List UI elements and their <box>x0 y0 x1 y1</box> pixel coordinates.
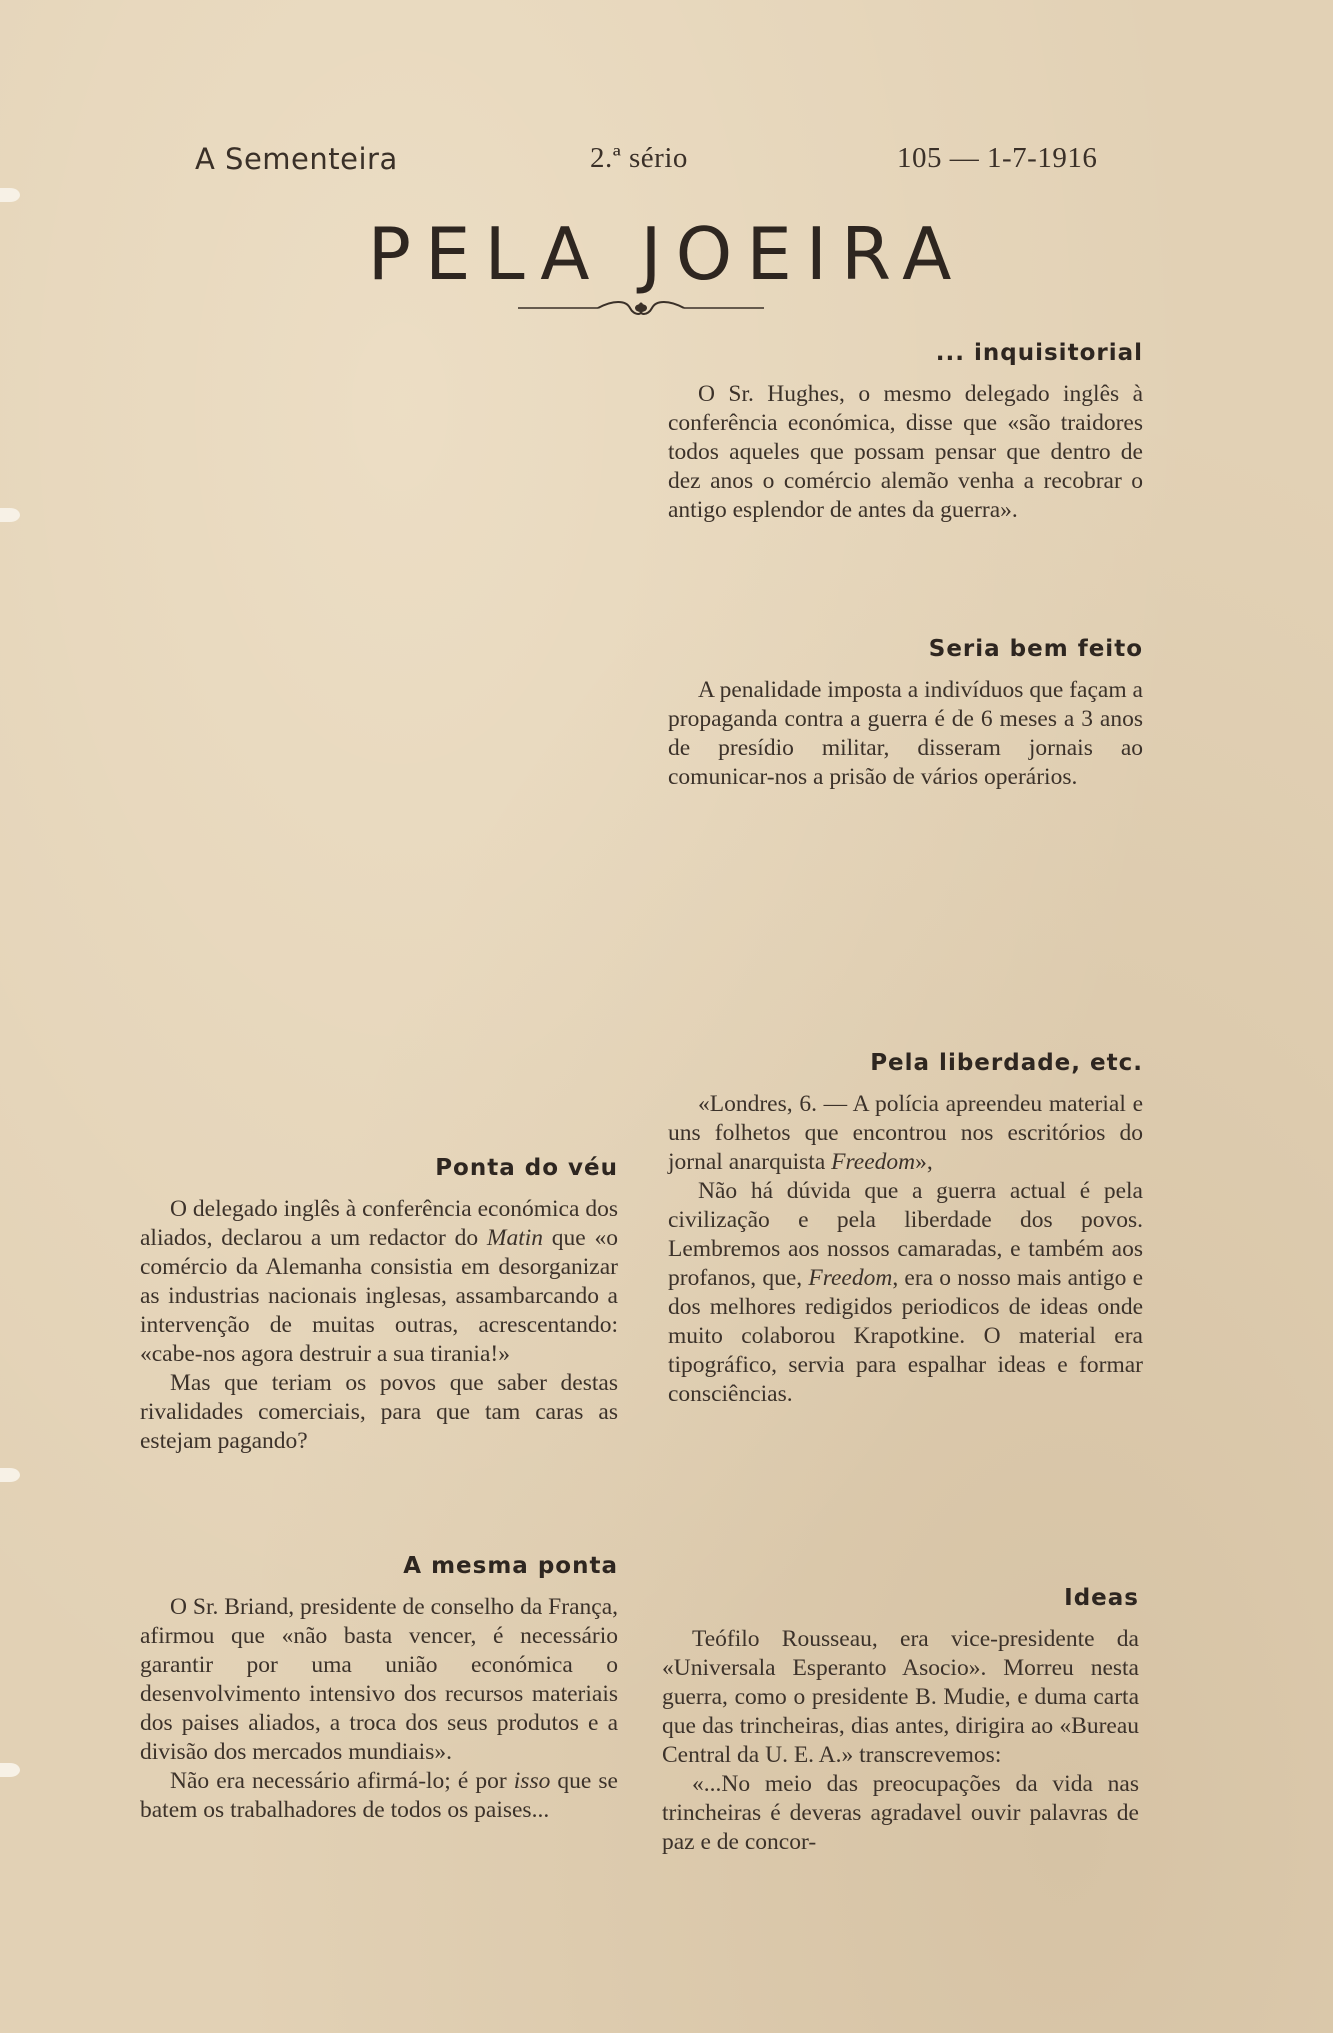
article-a-mesma-ponta <box>140 1553 618 1825</box>
text-run: que se batem os trabalhadores de todos os paises... <box>140 1768 618 1823</box>
article-heading: Ponta do véu <box>435 1155 618 1181</box>
article-paragraph <box>140 1767 618 1825</box>
article-paragraph: A penalidade imposta a indivíduos que façam a propaganda contra a guerra é de 6 meses a 3 anos de presídio militar, disseram jornais ao comunicar-nos a prisão de vários operários. <box>668 677 1143 790</box>
text-run: , era o nosso mais antigo e dos melhores redigidos periodicos de ideas onde muito colaborou Krapotkine. O material era tipográfico, servia para espalhar ideas e formar consciências. <box>668 1265 1143 1407</box>
section-title: PELA JOEIRA <box>367 212 966 296</box>
italic-run: isso <box>513 1768 551 1794</box>
article-paragraph <box>668 1090 1143 1177</box>
article-heading: Pela liberdade, etc. <box>870 1050 1143 1076</box>
italic-run: Freedom <box>831 1149 916 1175</box>
article-inquisitorial <box>668 340 1143 525</box>
article-paragraph: Mas que teriam os povos que saber destas rivalidades comerciais, para que tam caras as estejam pagando? <box>140 1370 618 1454</box>
punch-hole-icon <box>0 188 20 202</box>
article-seria-bem-feito <box>668 636 1143 792</box>
article-paragraph <box>140 1195 618 1369</box>
article-paragraph: Teófilo Rousseau, era vice-presidente da «Universala Esperanto Asocio». Morreu nesta guerra, como o presidente B. Mudie, e duma carta que das trincheiras, dias antes, dirigira ao «Bureau Central da U. E. A.» transcrevemos: <box>662 1626 1139 1768</box>
punch-hole-icon <box>0 1763 20 1777</box>
article-paragraph: O Sr. Hughes, o mesmo delegado inglês à conferência económica, disse que «são traidores todos aqueles que possam pensar que dentro de dez anos o comércio alemão venha a recobrar o antigo esplendor de antes da guerra». <box>668 381 1143 523</box>
article-heading: Ideas <box>1064 1585 1139 1611</box>
article-paragraph <box>668 1177 1143 1409</box>
text-run: «Londres, 6. — A polícia apreendeu material e uns folhetos que encontrou nos escritórios do jornal anarquista <box>668 1091 1143 1175</box>
article-heading: A mesma ponta <box>403 1553 618 1579</box>
text-run: que «o comércio da Alemanha consistia em desorganizar as industrias nacionais inglesas, assambarcando a intervenção de muitas outras, acrescentando: «cabe-nos agora destruir a sua tirania!» <box>140 1225 618 1367</box>
italic-run: Freedom <box>808 1265 893 1291</box>
journal-name: A Sementeira <box>195 142 398 176</box>
article-heading: ... inquisitorial <box>935 340 1143 366</box>
text-run: », <box>915 1149 933 1175</box>
text-run: O delegado inglês à conferência económica dos aliados, declarou a um redactor do <box>140 1196 618 1251</box>
text-run: Não era necessário afirmá-lo; é por <box>170 1768 514 1794</box>
article-paragraph: O Sr. Briand, presidente de conselho da França, afirmou que «não basta vencer, é necessário garantir por uma união económica o desenvolvimento intensivo dos recursos materiais dos paises aliados, a troca dos seus produtos e a divisão dos mercados mundiais». <box>140 1594 618 1765</box>
article-paragraph: «...No meio das preocupações da vida nas trincheiras é deveras agradavel ouvir palavras de paz e de concor- <box>662 1771 1139 1855</box>
article-heading: Seria bem feito <box>928 636 1143 662</box>
scroll-divider-ornament-icon <box>518 298 764 318</box>
series-label: 2.ª sério <box>590 142 688 174</box>
article-ideas <box>662 1585 1139 1857</box>
article-pela-liberdade <box>668 1050 1143 1409</box>
italic-run: Matin <box>486 1225 544 1251</box>
issue-date: 105 — 1-7-1916 <box>897 142 1098 174</box>
text-run: Não há dúvida que a guerra actual é pela civilização e pela liberdade dos povos. Lembremos aos nossos camaradas, e também aos profanos, que, <box>668 1178 1143 1291</box>
article-ponta-do-veu <box>140 1155 618 1456</box>
punch-hole-icon <box>0 1468 20 1482</box>
punch-hole-icon <box>0 508 20 522</box>
